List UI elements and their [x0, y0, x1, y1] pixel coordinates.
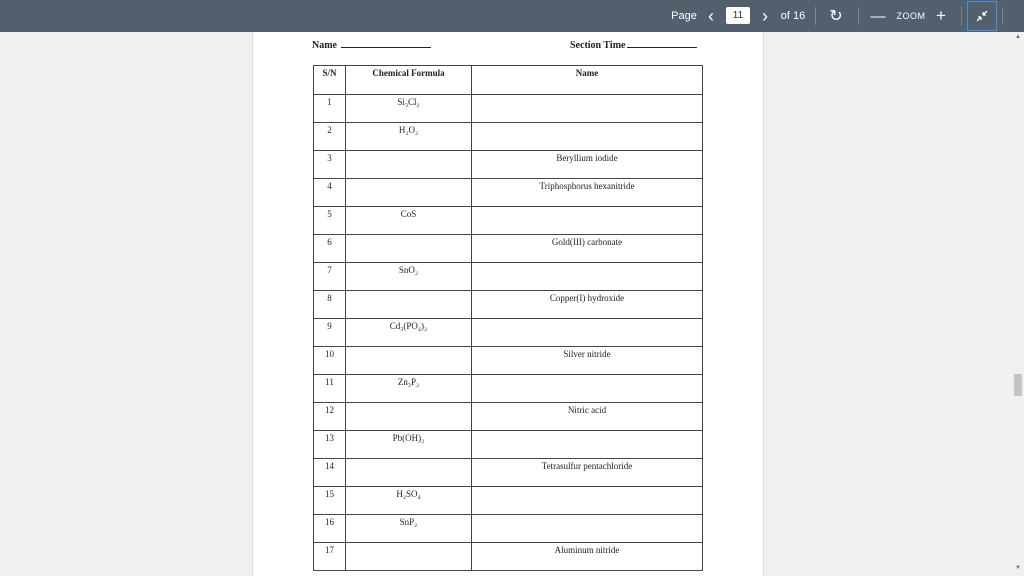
cell-sn: 1: [314, 95, 346, 123]
cell-sn: 17: [314, 543, 346, 571]
toolbar-divider: [961, 7, 962, 25]
cell-sn: 10: [314, 347, 346, 375]
cell-name: Gold(III) carbonate: [472, 235, 703, 263]
cell-formula: SnO₂: [346, 263, 472, 291]
cell-sn: 5: [314, 207, 346, 235]
name-label: Name: [312, 40, 337, 51]
cell-name: Silver nitride: [472, 347, 703, 375]
cell-formula: [346, 459, 472, 487]
table-row: [314, 347, 703, 375]
cell-formula: Cd₃(PO₄)₂: [346, 319, 472, 347]
cell-sn: 9: [314, 319, 346, 347]
cell-formula: SnP₂: [346, 515, 472, 543]
cell-name: [472, 207, 703, 235]
toolbar-divider: [815, 7, 816, 25]
cell-name: Triphosphorus hexanitride: [472, 179, 703, 207]
viewer-toolbar: [0, 0, 1024, 32]
fit-to-page-button[interactable]: [967, 1, 997, 31]
cell-sn: 12: [314, 403, 346, 431]
table-row: [314, 263, 703, 291]
cell-sn: 8: [314, 291, 346, 319]
table-row: [314, 151, 703, 179]
scrollbar-thumb[interactable]: [1014, 374, 1022, 396]
cell-formula: [346, 543, 472, 571]
cell-sn: 13: [314, 431, 346, 459]
cell-formula: Si₃Cl₂: [346, 95, 472, 123]
cell-formula: [346, 291, 472, 319]
cell-name: Copper(I) hydroxide: [472, 291, 703, 319]
zoom-out-button[interactable]: —: [870, 7, 886, 25]
scroll-down-arrow[interactable]: ▼: [1015, 565, 1021, 571]
cell-sn: 3: [314, 151, 346, 179]
cell-name: [472, 487, 703, 515]
table-header-row: [314, 66, 703, 95]
cell-formula: [346, 347, 472, 375]
table-row: [314, 95, 703, 123]
cell-name: Tetrasulfur pentachloride: [472, 459, 703, 487]
table-row: [314, 543, 703, 571]
collapse-arrows-icon: [975, 9, 989, 23]
table-row: [314, 207, 703, 235]
page-number-input[interactable]: [726, 7, 750, 24]
table-row: [314, 235, 703, 263]
header-name: Name: [472, 66, 703, 95]
toolbar-divider: [858, 7, 859, 25]
cell-sn: 6: [314, 235, 346, 263]
rotate-icon[interactable]: ↻: [829, 8, 843, 25]
cell-sn: 7: [314, 263, 346, 291]
table-row: [314, 487, 703, 515]
table-row: [314, 403, 703, 431]
header-formula: Chemical Formula: [346, 66, 472, 95]
name-blank: [341, 38, 431, 48]
cell-sn: 15: [314, 487, 346, 515]
section-time-blank: [627, 38, 697, 48]
cell-name: Nitric acid: [472, 403, 703, 431]
cell-name: Beryllium iodide: [472, 151, 703, 179]
table-row: [314, 291, 703, 319]
chemistry-table: [313, 65, 703, 571]
cell-formula: H₂SO₄: [346, 487, 472, 515]
total-pages-label: of 16: [780, 10, 806, 22]
table-row: [314, 515, 703, 543]
cell-formula: Zn₃P₂: [346, 375, 472, 403]
cell-name: Aluminum nitride: [472, 543, 703, 571]
cell-sn: 4: [314, 179, 346, 207]
cell-formula: [346, 179, 472, 207]
cell-formula: [346, 235, 472, 263]
cell-name: [472, 431, 703, 459]
scroll-up-arrow[interactable]: ▲: [1015, 34, 1021, 40]
cell-name: [472, 123, 703, 151]
cell-sn: 14: [314, 459, 346, 487]
cell-formula: [346, 403, 472, 431]
cell-name: [472, 375, 703, 403]
cell-name: [472, 515, 703, 543]
cell-sn: 16: [314, 515, 346, 543]
header-sn: S/N: [314, 66, 346, 95]
table-row: [314, 179, 703, 207]
name-field-line: [312, 38, 431, 51]
next-page-button[interactable]: ›: [762, 5, 768, 26]
table-row: [314, 431, 703, 459]
cell-name: [472, 95, 703, 123]
cell-formula: CoS: [346, 207, 472, 235]
previous-page-button[interactable]: ‹: [708, 5, 714, 26]
zoom-in-button[interactable]: +: [936, 6, 946, 25]
cell-formula: [346, 151, 472, 179]
page-label: Page: [671, 10, 697, 22]
section-time-label: Section Time: [570, 40, 626, 51]
cell-name: [472, 263, 703, 291]
cell-formula: H₂O₂: [346, 123, 472, 151]
zoom-label: ZOOM: [896, 11, 926, 21]
table-row: [314, 375, 703, 403]
cell-name: [472, 319, 703, 347]
table-row: [314, 123, 703, 151]
section-time-field-line: [570, 38, 697, 51]
table-row: [314, 459, 703, 487]
document-page: [252, 32, 764, 576]
cell-sn: 11: [314, 375, 346, 403]
toolbar-divider: [1002, 7, 1003, 25]
cell-sn: 2: [314, 123, 346, 151]
cell-formula: Pb(OH)₂: [346, 431, 472, 459]
table-row: [314, 319, 703, 347]
